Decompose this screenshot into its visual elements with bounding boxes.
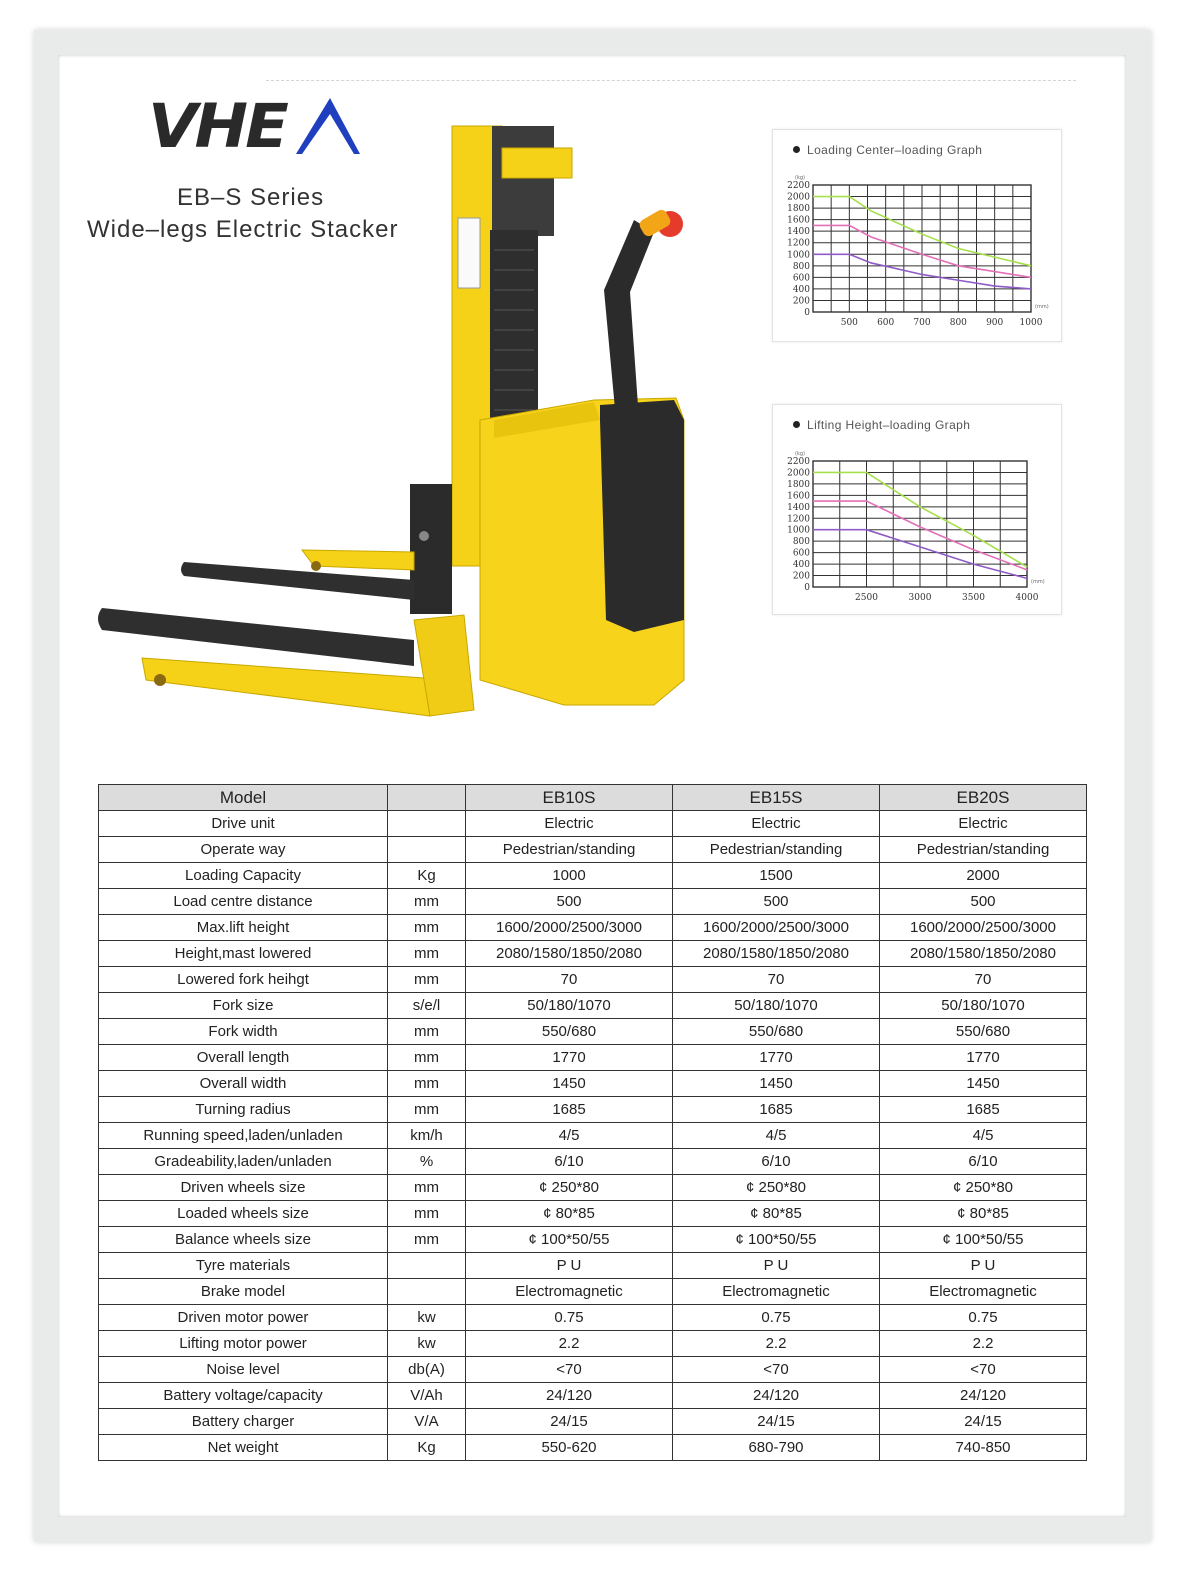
table-row (99, 941, 1087, 967)
row-value-eb10s: P U (466, 1253, 673, 1279)
row-value-eb15s: 1600/2000/2500/3000 (673, 915, 880, 941)
loading_center-x-tick-label: 900 (986, 318, 1004, 328)
row-value-eb20s: 24/15 (880, 1409, 1087, 1435)
row-label: Fork size (99, 993, 388, 1019)
row-value-eb20s: 6/10 (880, 1149, 1087, 1175)
loading_center-x-unit: (mm) (1035, 304, 1049, 310)
row-value-eb20s: Electromagnetic (880, 1279, 1087, 1305)
row-value-eb10s: 4/5 (466, 1123, 673, 1149)
row-value-eb15s: Pedestrian/standing (673, 837, 880, 863)
row-value-eb15s: 1450 (673, 1071, 880, 1097)
row-value-eb20s: 50/180/1070 (880, 993, 1087, 1019)
lifting-height-chart (773, 405, 1061, 614)
row-value-eb20s: 24/120 (880, 1383, 1087, 1409)
table-row (99, 1201, 1087, 1227)
spec-table (98, 784, 1087, 1461)
row-label: Lowered fork heihgt (99, 967, 388, 993)
loading_center-x-tick-label: 600 (877, 318, 895, 328)
row-value-eb20s: 550/680 (880, 1019, 1087, 1045)
row-unit: mm (388, 1097, 466, 1123)
row-value-eb20s: 500 (880, 889, 1087, 915)
dashed-divider (266, 80, 1076, 81)
row-unit (388, 837, 466, 863)
table-row (99, 1097, 1087, 1123)
row-value-eb20s: 1685 (880, 1097, 1087, 1123)
row-unit: mm (388, 915, 466, 941)
row-value-eb20s: 4/5 (880, 1123, 1087, 1149)
lifting_height-x-tick-label: 2500 (855, 593, 878, 603)
row-label: Loaded wheels size (99, 1201, 388, 1227)
lifting-height-graph (772, 404, 1062, 615)
row-value-eb20s: ¢ 80*85 (880, 1201, 1087, 1227)
table-row (99, 1253, 1087, 1279)
loading_center-y-tick-label: 200 (792, 296, 810, 307)
row-unit: mm (388, 941, 466, 967)
loading_center-y-tick-label: 1600 (787, 215, 810, 226)
row-value-eb15s: 1770 (673, 1045, 880, 1071)
table-row (99, 1175, 1087, 1201)
row-value-eb15s: 2.2 (673, 1331, 880, 1357)
row-value-eb10s: ¢ 80*85 (466, 1201, 673, 1227)
row-unit: kw (388, 1305, 466, 1331)
row-value-eb10s: 24/120 (466, 1383, 673, 1409)
lifting_height-x-tick-label: 4000 (1015, 593, 1039, 603)
lifting_height-y-tick-label: 1800 (787, 479, 810, 490)
table-row (99, 1357, 1087, 1383)
row-value-eb15s: ¢ 80*85 (673, 1201, 880, 1227)
loading_center-x-tick-label: 700 (913, 318, 931, 328)
row-value-eb15s: 50/180/1070 (673, 993, 880, 1019)
row-value-eb10s: 550-620 (466, 1435, 673, 1461)
lifting_height-x-unit: (mm) (1031, 579, 1045, 585)
row-value-eb20s: 1770 (880, 1045, 1087, 1071)
row-unit: % (388, 1149, 466, 1175)
row-unit: db(A) (388, 1357, 466, 1383)
row-value-eb10s: 70 (466, 967, 673, 993)
row-unit: km/h (388, 1123, 466, 1149)
loading_center-y-tick-label: 2000 (787, 192, 810, 203)
row-value-eb15s: 24/15 (673, 1409, 880, 1435)
row-value-eb10s: 24/15 (466, 1409, 673, 1435)
row-value-eb20s: ¢ 100*50/55 (880, 1227, 1087, 1253)
header-model-eb10s: EB10S (466, 785, 673, 811)
row-value-eb10s: 1000 (466, 863, 673, 889)
row-value-eb20s: 2000 (880, 863, 1087, 889)
row-value-eb10s: 1770 (466, 1045, 673, 1071)
lifting_height-y-tick-label: 1000 (787, 525, 810, 536)
table-row (99, 1383, 1087, 1409)
row-label: Load centre distance (99, 889, 388, 915)
table-header-row (99, 785, 1087, 811)
row-label: Driven wheels size (99, 1175, 388, 1201)
row-label: Height,mast lowered (99, 941, 388, 967)
row-value-eb20s: 0.75 (880, 1305, 1087, 1331)
lifting_height-y-tick-label: 1200 (787, 514, 810, 525)
lifting_height-x-tick-label: 3500 (962, 593, 985, 603)
loading_center-y-tick-label: 0 (804, 308, 810, 318)
row-value-eb15s: 500 (673, 889, 880, 915)
stacker-illustration (94, 120, 694, 730)
table-row (99, 863, 1087, 889)
table-row (99, 1331, 1087, 1357)
row-unit: kw (388, 1331, 466, 1357)
table-row (99, 1071, 1087, 1097)
row-value-eb20s: 740-850 (880, 1435, 1087, 1461)
table-row (99, 837, 1087, 863)
row-value-eb20s: 2.2 (880, 1331, 1087, 1357)
row-label: Overall width (99, 1071, 388, 1097)
row-label: Balance wheels size (99, 1227, 388, 1253)
table-row (99, 1227, 1087, 1253)
row-value-eb20s: <70 (880, 1357, 1087, 1383)
row-label: Lifting motor power (99, 1331, 388, 1357)
row-value-eb15s: 70 (673, 967, 880, 993)
lifting_height-y-tick-label: 0 (804, 583, 810, 593)
row-unit: mm (388, 1175, 466, 1201)
loading_center-y-tick-label: 1200 (787, 238, 810, 249)
row-value-eb10s: 1685 (466, 1097, 673, 1123)
row-value-eb10s: <70 (466, 1357, 673, 1383)
table-row (99, 1149, 1087, 1175)
row-value-eb15s: ¢ 100*50/55 (673, 1227, 880, 1253)
lifting_height-x-tick-label: 3000 (908, 593, 932, 603)
row-unit: V/Ah (388, 1383, 466, 1409)
header-model-eb20s: EB20S (880, 785, 1087, 811)
loading_center-y-tick-label: 1800 (787, 204, 810, 215)
header-model-label: Model (99, 785, 388, 811)
table-row (99, 1305, 1087, 1331)
table-row (99, 1279, 1087, 1305)
row-value-eb15s: 6/10 (673, 1149, 880, 1175)
row-value-eb15s: Electromagnetic (673, 1279, 880, 1305)
row-unit: s/e/l (388, 993, 466, 1019)
table-row (99, 915, 1087, 941)
row-label: Noise level (99, 1357, 388, 1383)
row-label: Battery voltage/capacity (99, 1383, 388, 1409)
row-unit: Kg (388, 863, 466, 889)
row-value-eb10s: 2.2 (466, 1331, 673, 1357)
product-title: Wide–legs Electric Stacker (87, 216, 399, 243)
row-value-eb20s: Pedestrian/standing (880, 837, 1087, 863)
row-value-eb15s: 1500 (673, 863, 880, 889)
row-value-eb15s: 2080/1580/1850/2080 (673, 941, 880, 967)
header-unit (388, 785, 466, 811)
row-unit: mm (388, 1201, 466, 1227)
row-value-eb10s: 2080/1580/1850/2080 (466, 941, 673, 967)
row-unit: mm (388, 1071, 466, 1097)
row-value-eb20s: Electric (880, 811, 1087, 837)
row-unit: mm (388, 1019, 466, 1045)
table-row (99, 1123, 1087, 1149)
row-value-eb10s: 6/10 (466, 1149, 673, 1175)
lifting_height-y-tick-label: 800 (792, 537, 810, 548)
loading-center-chart (773, 130, 1061, 341)
lifting_height-y-unit: (kg) (795, 451, 805, 457)
row-value-eb10s: Pedestrian/standing (466, 837, 673, 863)
row-unit: Kg (388, 1435, 466, 1461)
loading-center-graph (772, 129, 1062, 342)
loading_center-y-tick-label: 1400 (787, 227, 810, 238)
row-label: Drive unit (99, 811, 388, 837)
row-value-eb10s: 1600/2000/2500/3000 (466, 915, 673, 941)
loading_center-x-tick-label: 500 (840, 318, 858, 328)
loading_center-y-tick-label: 1000 (787, 250, 810, 261)
table-row (99, 1435, 1087, 1461)
lifting_height-y-tick-label: 600 (792, 548, 810, 559)
row-unit: mm (388, 1045, 466, 1071)
row-value-eb20s: P U (880, 1253, 1087, 1279)
loading_center-x-tick-label: 800 (949, 318, 967, 328)
row-value-eb10s: 500 (466, 889, 673, 915)
row-value-eb10s: 0.75 (466, 1305, 673, 1331)
lifting_height-y-tick-label: 1600 (787, 491, 810, 502)
row-label: Operate way (99, 837, 388, 863)
table-row (99, 1409, 1087, 1435)
row-label: Loading Capacity (99, 863, 388, 889)
row-label: Max.lift height (99, 915, 388, 941)
row-value-eb15s: 550/680 (673, 1019, 880, 1045)
row-label: Gradeability,laden/unladen (99, 1149, 388, 1175)
row-value-eb20s: ¢ 250*80 (880, 1175, 1087, 1201)
loading_center-y-tick-label: 600 (792, 273, 810, 284)
row-unit: V/A (388, 1409, 466, 1435)
table-row (99, 811, 1087, 837)
row-value-eb15s: 0.75 (673, 1305, 880, 1331)
row-value-eb20s: 2080/1580/1850/2080 (880, 941, 1087, 967)
lifting_height-y-tick-label: 2200 (787, 457, 810, 467)
row-value-eb10s: ¢ 100*50/55 (466, 1227, 673, 1253)
series-title: EB–S Series (177, 184, 325, 211)
row-unit (388, 1253, 466, 1279)
table-row (99, 1019, 1087, 1045)
row-value-eb10s: 50/180/1070 (466, 993, 673, 1019)
row-value-eb10s: ¢ 250*80 (466, 1175, 673, 1201)
row-label: Running speed,laden/unladen (99, 1123, 388, 1149)
table-row (99, 1045, 1087, 1071)
loading_center-y-tick-label: 2200 (787, 181, 810, 191)
row-value-eb15s: 4/5 (673, 1123, 880, 1149)
row-label: Fork width (99, 1019, 388, 1045)
table-row (99, 993, 1087, 1019)
row-unit: mm (388, 967, 466, 993)
row-value-eb20s: 1450 (880, 1071, 1087, 1097)
row-value-eb10s: Electromagnetic (466, 1279, 673, 1305)
row-value-eb20s: 1600/2000/2500/3000 (880, 915, 1087, 941)
lifting_height-y-tick-label: 2000 (787, 468, 810, 479)
row-value-eb10s: 1450 (466, 1071, 673, 1097)
logo-text: VHE (148, 91, 286, 163)
lifting_height-y-tick-label: 400 (792, 560, 810, 571)
loading-center-graph-title-text: Loading Center–loading Graph (807, 143, 983, 157)
row-value-eb15s: 680-790 (673, 1435, 880, 1461)
row-label: Brake model (99, 1279, 388, 1305)
row-value-eb10s: Electric (466, 811, 673, 837)
row-unit (388, 811, 466, 837)
row-label: Driven motor power (99, 1305, 388, 1331)
loading_center-y-tick-label: 800 (792, 261, 810, 272)
row-label: Turning radius (99, 1097, 388, 1123)
loading_center-x-tick-label: 1000 (1019, 318, 1043, 328)
table-row (99, 889, 1087, 915)
row-value-eb15s: Electric (673, 811, 880, 837)
loading_center-y-tick-label: 400 (792, 284, 810, 295)
lifting-height-graph-title-text: Lifting Height–loading Graph (807, 418, 971, 432)
row-label: Tyre materials (99, 1253, 388, 1279)
loading_center-y-unit: (kg) (795, 175, 805, 181)
table-row (99, 967, 1087, 993)
row-value-eb15s: 1685 (673, 1097, 880, 1123)
row-value-eb15s: <70 (673, 1357, 880, 1383)
header-model-eb15s: EB15S (673, 785, 880, 811)
row-unit: mm (388, 889, 466, 915)
lifting_height-y-tick-label: 1400 (787, 502, 810, 513)
row-label: Net weight (99, 1435, 388, 1461)
row-unit: mm (388, 1227, 466, 1253)
row-label: Overall length (99, 1045, 388, 1071)
row-unit (388, 1279, 466, 1305)
row-value-eb20s: 70 (880, 967, 1087, 993)
row-label: Battery charger (99, 1409, 388, 1435)
lifting_height-y-tick-label: 200 (792, 571, 810, 582)
row-value-eb15s: P U (673, 1253, 880, 1279)
row-value-eb15s: ¢ 250*80 (673, 1175, 880, 1201)
row-value-eb15s: 24/120 (673, 1383, 880, 1409)
row-value-eb10s: 550/680 (466, 1019, 673, 1045)
